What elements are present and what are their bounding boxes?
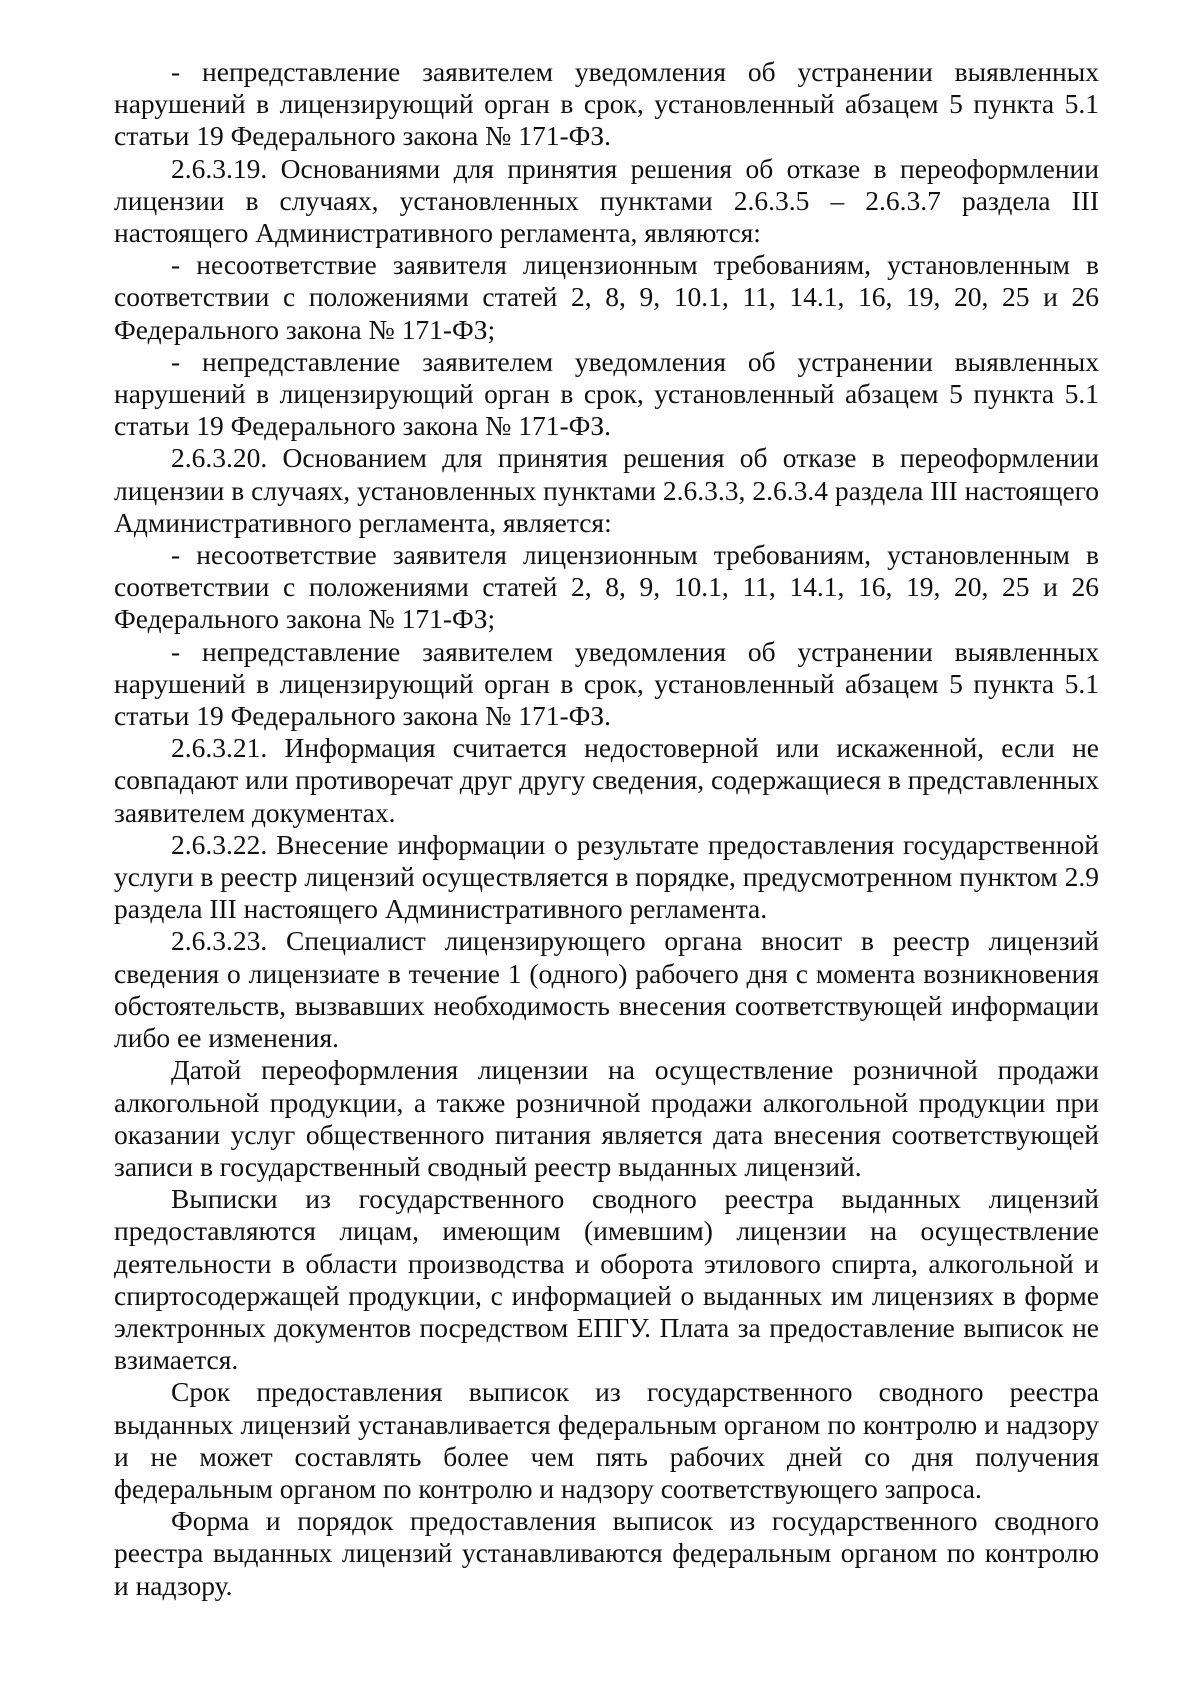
paragraph-2-6-3-20: 2.6.3.20. Основанием для принятия решения об отказе в переоформлении лицензии в случаях, установленных пунктами 2.6.3.3, 2.6.3.4 раздела III настоящего Административного регламента, является: bbox=[114, 442, 1099, 538]
paragraph-2-6-3-19: 2.6.3.19. Основаниями для принятия решения об отказе в переоформлении лицензии в случаях, установленных пунктами 2.6.3.5 – 2.6.3.7 раздела III настоящего Административного регламента, являются: bbox=[114, 152, 1099, 249]
paragraph-2-6-3-21: 2.6.3.21. Информация считается недостоверной или искаженной, если не совпадают или противоречат друг другу сведения, содержащиеся в представленных заявителем документах. bbox=[114, 732, 1099, 828]
document-page bbox=[114, 56, 1099, 1602]
paragraph-noncompliance-2: - несоответствие заявителя лицензионным требованиям, установленным в соответствии с положениями статей 2, 8, 9, 10.1, 11, 14.1, 16, 19, 20, 25 и 26 Федерального закона № 171-ФЗ; bbox=[114, 539, 1099, 635]
paragraph-noncompliance-1: - несоответствие заявителя лицензионным требованиям, установленным в соответствии с положениями статей 2, 8, 9, 10.1, 11, 14.1, 16, 19, 20, 25 и 26 Федерального закона № 171-ФЗ; bbox=[114, 249, 1099, 345]
paragraph-registry-extracts: Выписки из государственного сводного реестра выданных лицензий предоставляются лицам, имеющим (имевшим) лицензии на осуществление деятельности в области производства и оборота этилового спирта, алкогольной и спиртосодержащей продукции, с информацией о выданных им лицензиях в форме электронных документов посредством ЕПГУ. Плата за предоставление выписок не взимается. bbox=[114, 1183, 1099, 1376]
paragraph-2-6-3-23: 2.6.3.23. Специалист лицензирующего органа вносит в реестр лицензий сведения о лицензиате в течение 1 (одного) рабочего дня с момента возникновения обстоятельств, вызвавших необходимость внесения соответствующей информации либо ее изменения. bbox=[114, 925, 1099, 1054]
paragraph-2-6-3-22: 2.6.3.22. Внесение информации о результате предоставления государственной услуги в реестр лицензий осуществляется в порядке, предусмотренном пунктом 2.9 раздела III настоящего Административного регламента. bbox=[114, 828, 1099, 925]
paragraph-reissue-date: Датой переоформления лицензии на осуществление розничной продажи алкогольной продукции, а также розничной продажи алкогольной продукции при оказании услуг общественного питания является дата внесения соответствующей записи в государственный сводный реестр выданных лицензий. bbox=[114, 1054, 1099, 1182]
paragraph-penalty-notice-1: - непредставление заявителем уведомления об устранении выявленных нарушений в лицензирующий орган в срок, установленный абзацем 5 пункта 5.1 статьи 19 Федерального закона № 171-ФЗ. bbox=[114, 56, 1099, 152]
paragraph-penalty-notice-3: - непредставление заявителем уведомления об устранении выявленных нарушений в лицензирующий орган в срок, установленный абзацем 5 пункта 5.1 статьи 19 Федерального закона № 171-ФЗ. bbox=[114, 635, 1099, 732]
paragraph-extract-form: Форма и порядок предоставления выписок из государственного сводного реестра выданных лицензий устанавливаются федеральным органом по контролю и надзору. bbox=[114, 1505, 1099, 1601]
paragraph-extract-deadline: Срок предоставления выписок из государственного сводного реестра выданных лицензий устанавливается федеральным органом по контролю и надзору и не может составлять более чем пять рабочих дней со дня получения федеральным органом по контролю и надзору соответствующего запроса. bbox=[114, 1376, 1099, 1504]
paragraph-penalty-notice-2: - непредставление заявителем уведомления об устранении выявленных нарушений в лицензирующий орган в срок, установленный абзацем 5 пункта 5.1 статьи 19 Федерального закона № 171-ФЗ. bbox=[114, 345, 1099, 442]
